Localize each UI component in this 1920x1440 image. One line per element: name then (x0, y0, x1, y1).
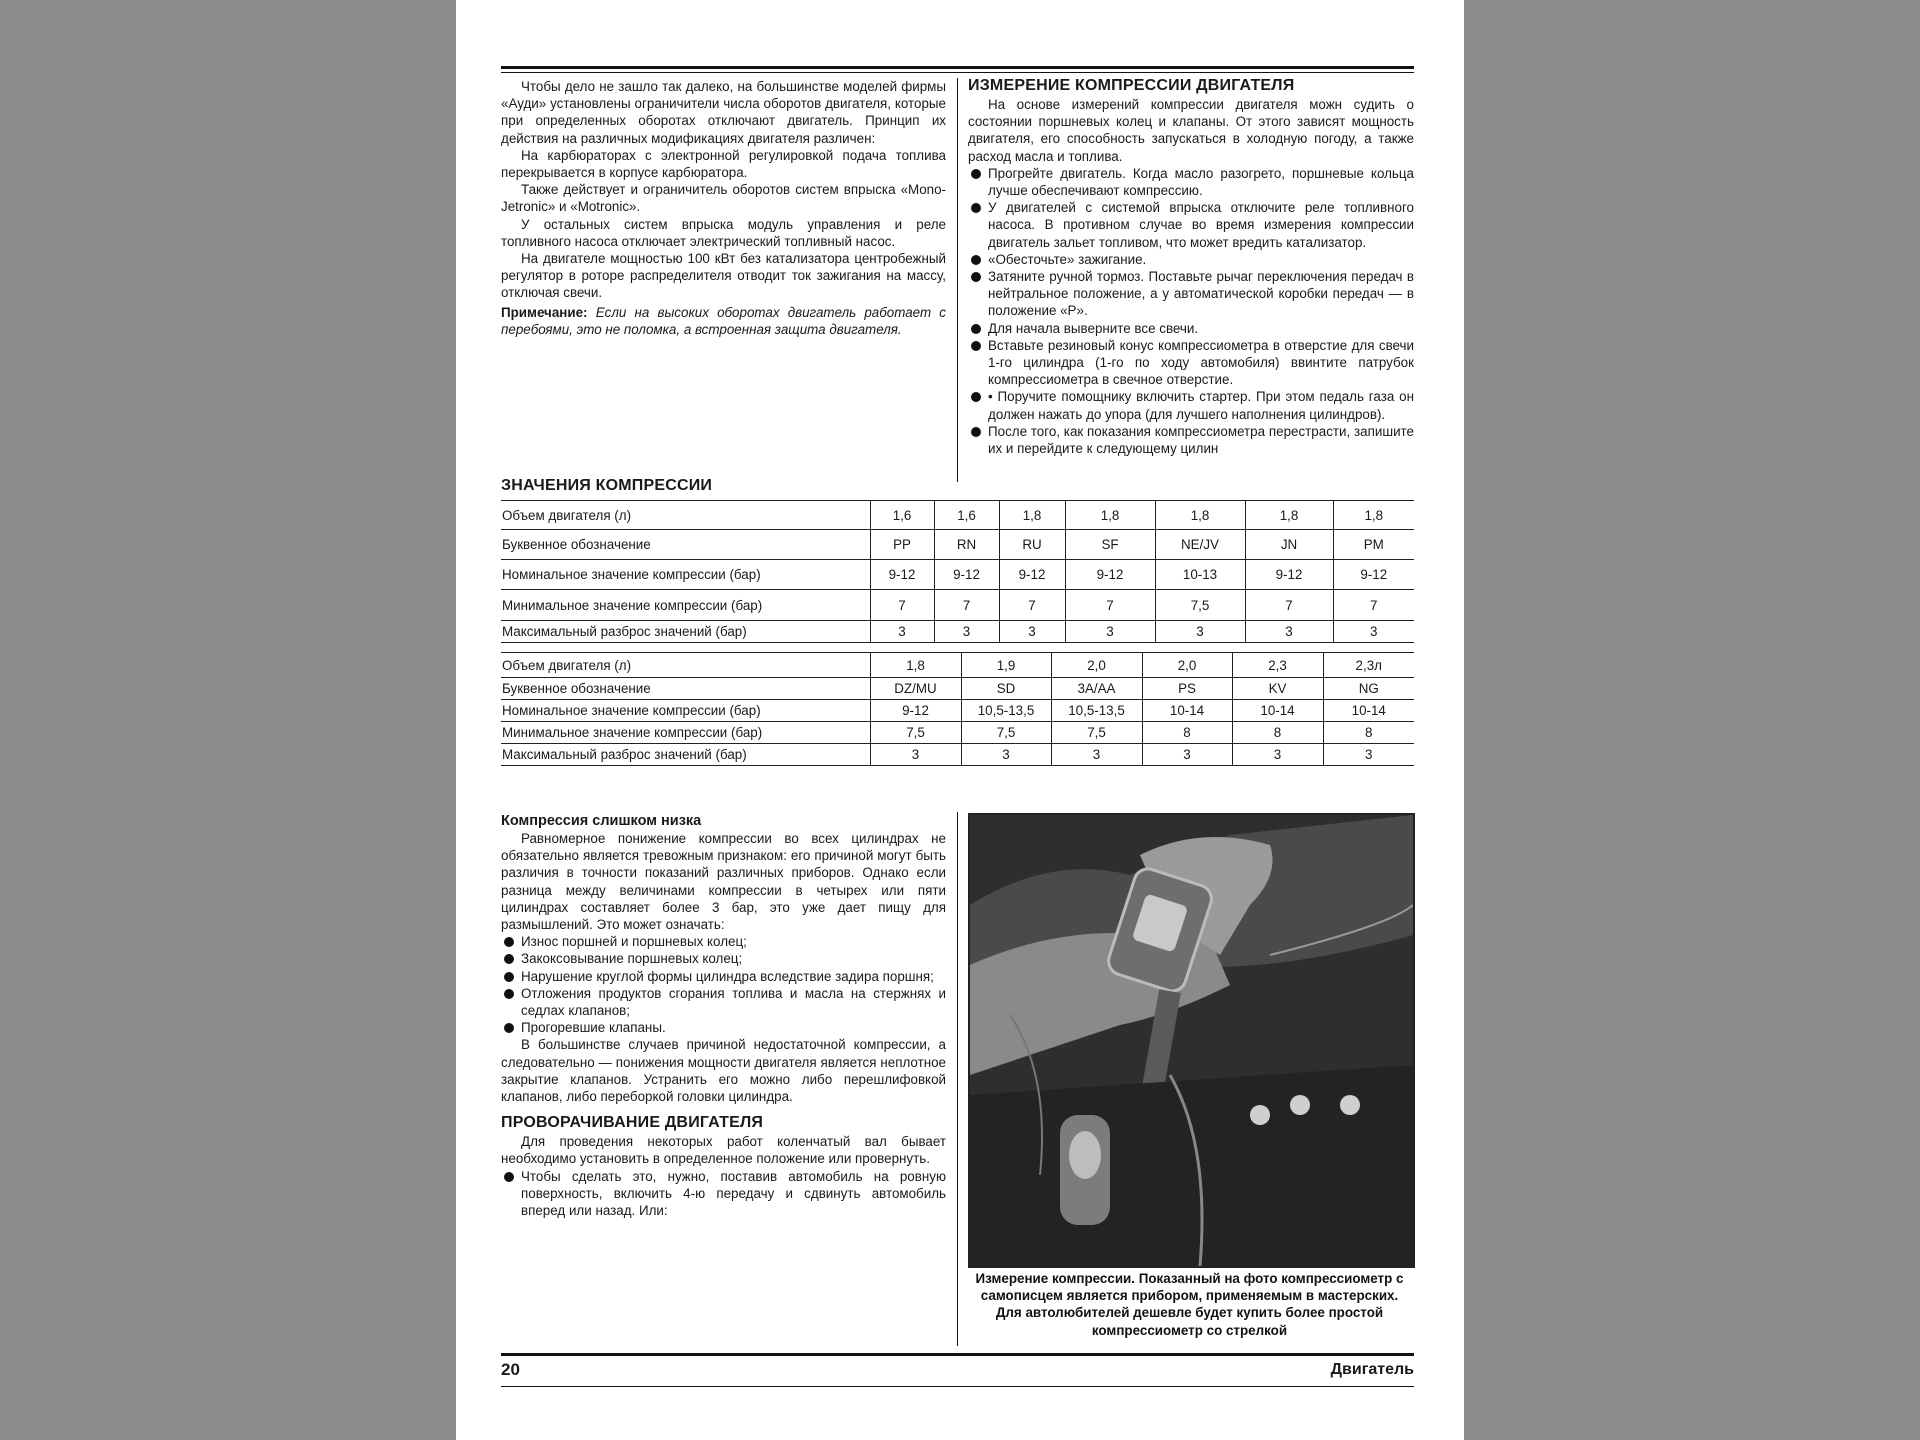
cell: 7 (1245, 590, 1333, 621)
row-label: Минимальное значение компрессии (бар) (501, 590, 870, 621)
row-label: Минимальное значение компрессии (бар) (501, 722, 870, 744)
photo-illustration (970, 815, 1413, 1266)
paragraph: На основе измерений компрессии двигателя можн судить о состоянии поршневых колец и клапаны. От этого зависят мощность двигателя, его способность запускаться в холодную погоду, а также расход масла и топлива. (968, 97, 1414, 164)
left-top-column (501, 78, 946, 338)
cell: 7 (1333, 590, 1414, 621)
paragraph: В большинстве случаев причиной недостаточной компрессии, а следовательно — понижения мощности двигателя является неплотное закрытие клапанов. Устранить его можно либо перешлифовкой клапанов, либо переборкой головки цилиндра. (501, 1037, 946, 1105)
cell: 2,0 (1142, 653, 1232, 678)
list-item: «Обесточьте» зажигание. (968, 251, 1414, 268)
cell: 3 (1142, 744, 1232, 766)
table-row (501, 560, 1414, 590)
cell: 1,9 (961, 653, 1051, 678)
cell: 7 (999, 590, 1065, 621)
list-item: Затяните ручной тормоз. Поставьте рычаг переключения передач в нейтральное положение, а у автоматической коробки передач — в положение «P». (968, 268, 1414, 320)
paragraph: На двигателе мощностью 100 кВт без катализатора центробежный регулятор в роторе распределителя отводит ток зажигания на массу, отключая свечи. (501, 251, 946, 301)
cell: 8 (1142, 722, 1232, 744)
footer-rule (501, 1353, 1414, 1356)
note (501, 304, 946, 338)
list-item: У двигателей с системой впрыска отключите реле топливного насоса. В противном случае во время измерения компрессии двигатель зальет топливом, что может вредить катализатор. (968, 199, 1414, 251)
cell: 7,5 (870, 722, 961, 744)
cell: 1,8 (1065, 501, 1155, 530)
table-heading-block (501, 476, 1101, 496)
cell: JN (1245, 530, 1333, 560)
row-label: Объем двигателя (л) (501, 653, 870, 678)
cell: NG (1323, 678, 1414, 700)
column-divider-bottom (957, 812, 958, 1346)
list-item: Закоксовывание поршневых колец; (501, 950, 946, 967)
bullet-list (501, 933, 946, 1036)
cell: 3A/AA (1051, 678, 1142, 700)
table-row (501, 744, 1414, 766)
cell: 7,5 (961, 722, 1051, 744)
right-top-column (968, 76, 1414, 457)
list-item: После того, как показания компрессиометра перестрасти, запишите их и перейдите к следующему цилин (968, 423, 1414, 457)
bullet-list (968, 165, 1414, 457)
cell: 10,5-13,5 (961, 700, 1051, 722)
cell: 1,6 (934, 501, 999, 530)
cell: 1,6 (870, 501, 934, 530)
subsection-heading: Компрессия слишком низка (501, 813, 702, 829)
cell: 3 (870, 744, 961, 766)
cell: 1,8 (1245, 501, 1333, 530)
cell: 9-12 (870, 560, 934, 590)
table-row (501, 501, 1414, 530)
cell: 8 (1323, 722, 1414, 744)
cell: PS (1142, 678, 1232, 700)
table-heading: ЗНАЧЕНИЯ КОМПРЕССИИ (501, 477, 713, 494)
cell: RN (934, 530, 999, 560)
table-row (501, 621, 1414, 643)
cell: 2,3л (1323, 653, 1414, 678)
cell: KV (1232, 678, 1323, 700)
cell: 7 (934, 590, 999, 621)
cell: NE/JV (1155, 530, 1245, 560)
list-item: Прогрейте двигатель. Когда масло разогрето, поршневые кольца лучше обеспечивают компрессию. (968, 165, 1414, 199)
paragraph: У остальных систем впрыска модуль управления и реле топливного насоса отключает электрический топливный насос. (501, 216, 946, 249)
list-item: Для начала выверните все свечи. (968, 320, 1414, 337)
cell: 3 (999, 621, 1065, 643)
cell: 1,8 (870, 653, 961, 678)
cell: 3 (1051, 744, 1142, 766)
table-row (501, 530, 1414, 560)
left-bottom-column (501, 812, 946, 1219)
cell: 3 (934, 621, 999, 643)
page-number: 20 (501, 1360, 520, 1379)
table-row (501, 678, 1414, 700)
row-label: Буквенное обозначение (501, 530, 870, 560)
cell: SD (961, 678, 1051, 700)
cell: 9-12 (999, 560, 1065, 590)
cell: 10-14 (1232, 700, 1323, 722)
compression-table-2 (501, 652, 1414, 766)
list-item: Нарушение круглой формы цилиндра вследствие задира поршня; (501, 968, 946, 985)
paragraph: Равномерное понижение компрессии во всех цилиндрах не обязательно является тревожным признаком: его причиной могут быть различия в точности показаний различных приборов. Однако если разница между величинами компрессии в четырех или пяти цилиндрах составляет более 3 бар, это уже дает пищу для размышлений. Это может означать: (501, 831, 946, 933)
cell: 1,8 (1333, 501, 1414, 530)
row-label: Максимальный разброс значений (бар) (501, 744, 870, 766)
compression-table-1 (501, 500, 1414, 643)
cell: 9-12 (1333, 560, 1414, 590)
cell: 7 (1065, 590, 1155, 621)
row-label: Объем двигателя (л) (501, 501, 870, 530)
note-text: Если на высоких оборотах двигатель работает с перебоями, это не поломка, а встроенная защита двигателя. (501, 304, 946, 337)
cell: 10-14 (1142, 700, 1232, 722)
list-item: Вставьте резиновый конус компрессиометра в отверстие для свечи 1-го цилиндра (1-го по ходу автомобиля) ввинтите патрубок компрессиометра в свечное отверстие. (968, 337, 1414, 389)
table-row (501, 722, 1414, 744)
cell: 3 (1065, 621, 1155, 643)
compression-gauge-photo (968, 813, 1415, 1268)
paragraph: На карбюраторах с электронной регулировкой подача топлива перекрывается в корпусе карбюратора. (501, 147, 946, 181)
cell: 3 (1333, 621, 1414, 643)
paragraph: Также действует и ограничитель оборотов систем впрыска «Mono-Jetronic» и «Motronic». (501, 182, 946, 215)
cell: 8 (1232, 722, 1323, 744)
table-row (501, 700, 1414, 722)
header-rule (501, 66, 1414, 69)
cell: 3 (1155, 621, 1245, 643)
footer-rule-thin (501, 1386, 1414, 1387)
document-page (456, 0, 1464, 1440)
cell: PP (870, 530, 934, 560)
row-label: Номинальное значение компрессии (бар) (501, 560, 870, 590)
cell: PM (1333, 530, 1414, 560)
paragraph: Чтобы дело не зашло так далеко, на большинстве моделей фирмы «Ауди» установлены ограничители числа оборотов двигателя, которые при определенных оборотах отключают двигатель. Принцип их действия на различных модификациях двигателя различен: (501, 79, 946, 146)
cell: 3 (1323, 744, 1414, 766)
list-item: • Поручите помощнику включить стартер. При этом педаль газа он должен нажать до упора (для лучшего наполнения цилиндров). (968, 388, 1414, 422)
section-heading: ПРОВОРАЧИВАНИЕ ДВИГАТЕЛЯ (501, 1114, 764, 1132)
list-item: Износ поршней и поршневых колец; (501, 933, 946, 950)
cell: 3 (1245, 621, 1333, 643)
cell: 10-13 (1155, 560, 1245, 590)
cell: 10,5-13,5 (1051, 700, 1142, 722)
cell: 3 (961, 744, 1051, 766)
table-row (501, 590, 1414, 621)
row-label: Номинальное значение компрессии (бар) (501, 700, 870, 722)
row-label: Буквенное обозначение (501, 678, 870, 700)
cell: SF (1065, 530, 1155, 560)
photo-caption: Измерение компрессии. Показанный на фото компрессиометр с самописцем является прибором, применяемым в мастерских. Для автолюбителей дешевле будет купить более простой компрессиометр со стрелкой (975, 1271, 1404, 1338)
cell: RU (999, 530, 1065, 560)
cell: 9-12 (1065, 560, 1155, 590)
cell: 9-12 (934, 560, 999, 590)
column-divider-top (957, 78, 958, 482)
cell: 2,3 (1232, 653, 1323, 678)
section-name: Двигатель (1330, 1361, 1414, 1378)
cell: 2,0 (1051, 653, 1142, 678)
list-item: Прогоревшие клапаны. (501, 1019, 946, 1036)
cell: 3 (1232, 744, 1323, 766)
table-row (501, 653, 1414, 678)
bullet-list (501, 1168, 946, 1220)
cell: 10-14 (1323, 700, 1414, 722)
row-label: Максимальный разброс значений (бар) (501, 621, 870, 643)
cell: 7,5 (1051, 722, 1142, 744)
list-item: Чтобы сделать это, нужно, поставив автомобиль на ровную поверхность, включить 4-ю передачу и сдвинуть автомобиль вперед или назад. Или: (501, 1168, 946, 1220)
cell: 9-12 (1245, 560, 1333, 590)
cell: 9-12 (870, 700, 961, 722)
header-rule-thin (501, 72, 1414, 73)
note-label: Примечание: (501, 304, 588, 320)
cell: 7 (870, 590, 934, 621)
cell: DZ/MU (870, 678, 961, 700)
cell: 3 (870, 621, 934, 643)
list-item: Отложения продуктов сгорания топлива и масла на стержнях и седлах клапанов; (501, 985, 946, 1019)
paragraph: Для проведения некоторых работ коленчатый вал бывает необходимо установить в определенное положение или провернуть. (501, 1134, 946, 1167)
cell: 7,5 (1155, 590, 1245, 621)
cell: 1,8 (1155, 501, 1245, 530)
cell: 1,8 (999, 501, 1065, 530)
section-heading: ИЗМЕРЕНИЕ КОМПРЕССИИ ДВИГАТЕЛЯ (968, 77, 1295, 94)
